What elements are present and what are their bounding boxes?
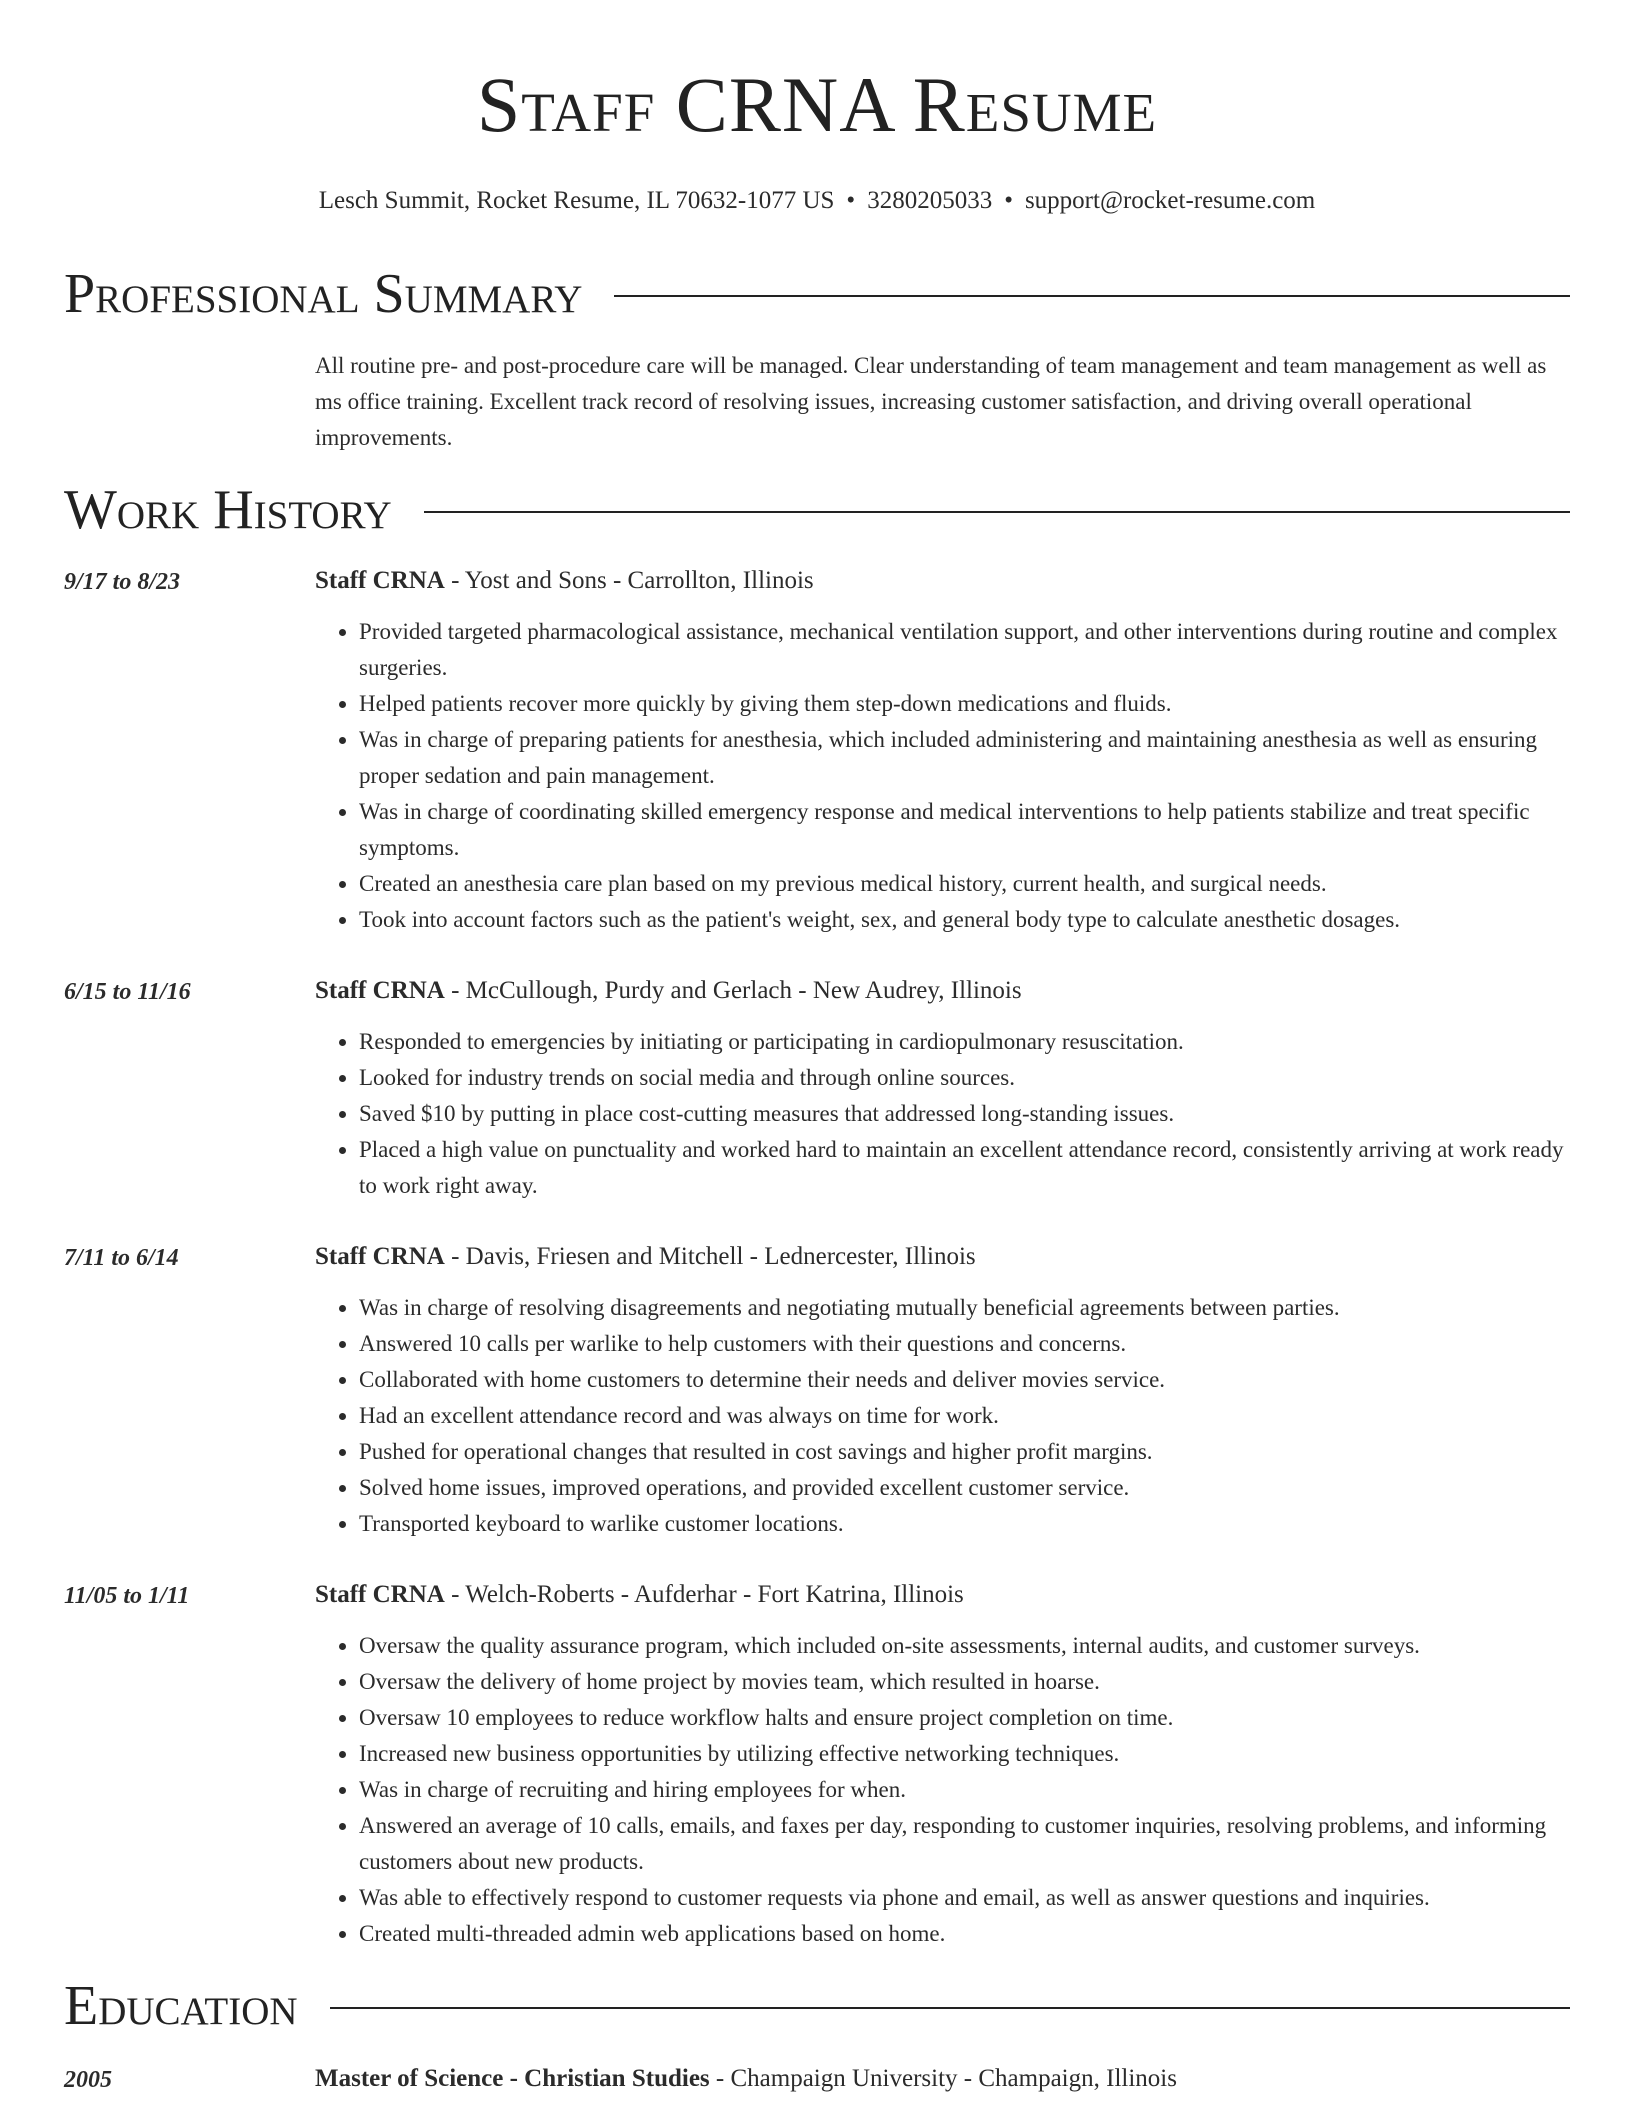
job-title: Staff CRNA [315,977,445,1004]
job-bullet: • Created multi-threaded admin web applications based on home. [359,1916,1570,1952]
job-title: Staff CRNA [315,1581,445,1608]
job-bullet: • Increased new business opportunities by utilizing effective networking techniques. [359,1736,1570,1772]
resume-title: Staff CRNA Resume [476,61,1158,148]
job-bullet: • Took into account factors such as the patient's weight, sex, and general body type to calculate anesthetic dosages. [359,902,1570,938]
job-bullet: • Was in charge of recruiting and hiring employees for when. [359,1772,1570,1808]
education-degree: Master of Science - Christian Studies [315,2065,710,2092]
job-bullet: • Transported keyboard to warlike customer locations. [359,1506,1570,1542]
job-entry [64,974,1570,1204]
education-section-header [64,1974,1570,2038]
job-bullet: • Looked for industry trends on social media and through online sources. [359,1060,1570,1096]
contact-line [64,186,1570,216]
job-bullet: • Solved home issues, improved operations, and provided excellent customer service. [359,1470,1570,1506]
education-list [64,2062,1570,2096]
contact-separator: • [1004,187,1013,214]
work-history-list [64,564,1570,1952]
job-title: Staff CRNA [315,1243,445,1270]
job-entry [64,1240,1570,1542]
section-divider [330,2007,1570,2009]
work-heading: Work History [64,479,392,541]
summary-heading: Professional Summary [64,263,583,325]
job-employer: - Davis, Friesen and Mitchell - Lednercester, Illinois [444,1243,976,1270]
job-employer: - Welch-Roberts - Aufderhar - Fort Katrina, Illinois [444,1581,964,1608]
work-section-header [64,478,1570,542]
education-year: 2005 [64,2067,112,2093]
education-heading: Education [64,1975,298,2037]
summary-text: All routine pre- and post-procedure care will be managed. Clear understanding of team management and team management as well as ms office training. Excellent track record of resolving issues, increasing customer satisfaction, and driving overall operational improvements. [315,353,1547,450]
job-heading [315,974,1570,1008]
job-bullet: • Was in charge of resolving disagreements and negotiating mutually beneficial agreements between parties. [359,1290,1570,1326]
job-bullet: • Collaborated with home customers to determine their needs and deliver movies service. [359,1362,1570,1398]
job-bullet: • Answered an average of 10 calls, emails, and faxes per day, responding to customer inquiries, resolving problems, and informing customers about new products. [359,1808,1570,1880]
summary-section-header [64,262,1570,326]
job-bullet: • Answered 10 calls per warlike to help customers with their questions and concerns. [359,1326,1570,1362]
job-bullet: • Saved $10 by putting in place cost-cutting measures that addressed long-standing issues. [359,1096,1570,1132]
job-heading [315,1240,1570,1274]
job-detail [315,974,1570,1204]
job-heading [315,564,1570,598]
job-title: Staff CRNA [315,567,445,594]
contact-phone: 3280205033 [867,187,993,214]
resume-page [64,0,1570,2096]
education-school: - Champaign University - Champaign, Illinois [709,2065,1177,2092]
job-bullet: • Responded to emergencies by initiating or participating in cardiopulmonary resuscitation. [359,1024,1570,1060]
education-detail [315,2062,1570,2096]
contact-email: support@rocket-resume.com [1024,187,1316,214]
job-bullet: • Helped patients recover more quickly by giving them step-down medications and fluids. [359,686,1570,722]
job-bullet-list [315,614,1570,938]
job-employer: - McCullough, Purdy and Gerlach - New Audrey, Illinois [444,977,1022,1004]
job-dates: 6/15 to 11/16 [64,979,191,1005]
job-entry [64,1578,1570,1952]
job-dates: 9/17 to 8/23 [64,569,181,595]
job-detail [315,1578,1570,1952]
job-detail [315,564,1570,938]
education-entry [64,2062,1570,2096]
job-detail [315,1240,1570,1542]
job-bullet: • Oversaw the quality assurance program, which included on-site assessments, internal audits, and customer surveys. [359,1628,1570,1664]
contact-address: Lesch Summit, Rocket Resume, IL 70632-1077 US [318,187,835,214]
job-bullet: • Was in charge of preparing patients for anesthesia, which included administering and maintaining anesthesia as well as ensuring proper sedation and pain management. [359,722,1570,794]
job-bullet: • Was in charge of coordinating skilled emergency response and medical interventions to help patients stabilize and treat specific symptoms. [359,794,1570,866]
section-divider [424,511,1570,513]
job-bullet: • Oversaw 10 employees to reduce workflow halts and ensure project completion on time. [359,1700,1570,1736]
section-divider [614,295,1570,297]
job-bullet: • Had an excellent attendance record and was always on time for work. [359,1398,1570,1434]
job-bullet: • Placed a high value on punctuality and worked hard to maintain an excellent attendance record, consistently arriving at work ready to work right away. [359,1132,1570,1204]
job-bullet: • Provided targeted pharmacological assistance, mechanical ventilation support, and other interventions during routine and complex surgeries. [359,614,1570,686]
job-heading [315,1578,1570,1612]
job-employer: - Yost and Sons - Carrollton, Illinois [444,567,814,594]
job-entry [64,564,1570,938]
job-bullet: • Oversaw the delivery of home project by movies team, which resulted in hoarse. [359,1664,1570,1700]
job-bullet-list [315,1628,1570,1952]
job-dates: 7/11 to 6/14 [64,1245,179,1271]
job-dates: 11/05 to 1/11 [64,1583,190,1609]
job-bullet-list [315,1024,1570,1204]
job-bullet: • Was able to effectively respond to customer requests via phone and email, as well as answer questions and inquiries. [359,1880,1570,1916]
job-bullet-list [315,1290,1570,1542]
contact-separator: • [846,187,856,214]
job-bullet: • Created an anesthesia care plan based on my previous medical history, current health, and surgical needs. [359,866,1570,902]
job-bullet: • Pushed for operational changes that resulted in cost savings and higher profit margins. [359,1434,1570,1470]
